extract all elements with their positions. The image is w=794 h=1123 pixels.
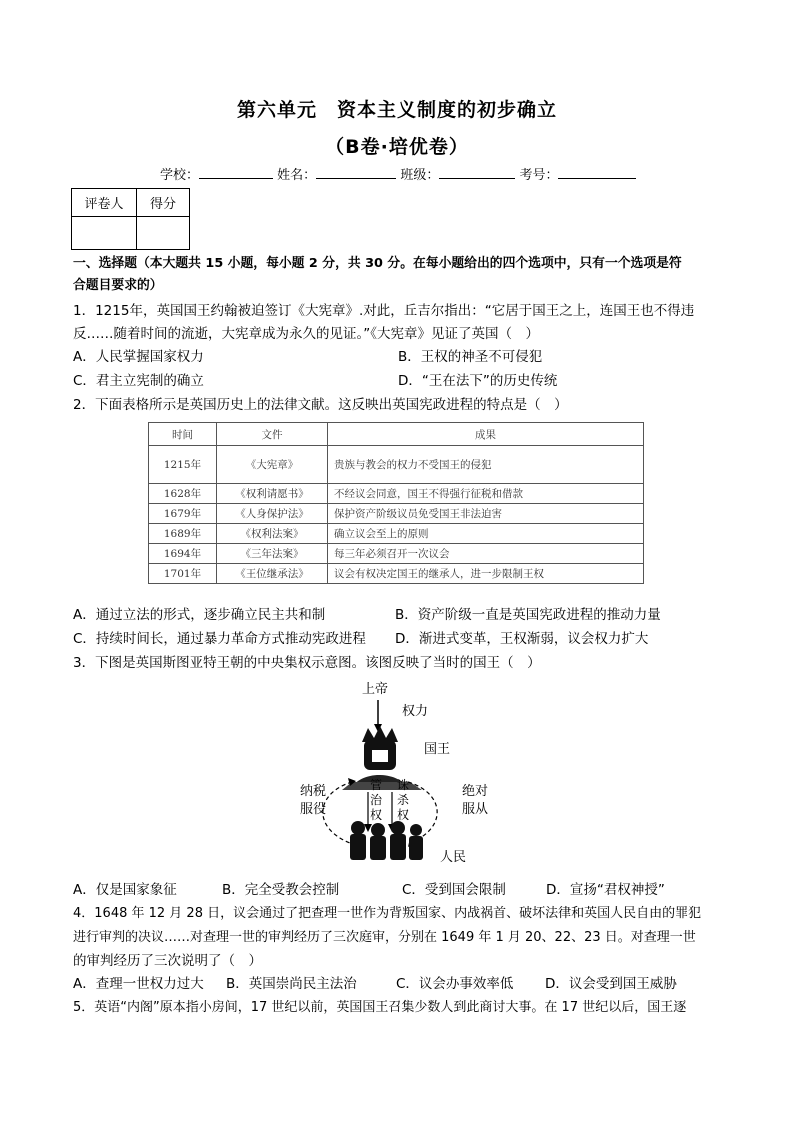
score-label: 得分 [137,189,190,217]
q2-option-c[interactable]: C．持续时间长，通过暴力革命方式推动宪政进程 [73,631,366,647]
table-row [149,564,644,584]
table-row [149,544,644,564]
section-heading: 一、选择题（本大题共 15 小题，每小题 2 分，共 30 分。在每小题给出的四个选项中，只有一个选项是符 [73,256,682,271]
q4-option-d[interactable]: D．议会受到国王威胁 [545,976,677,992]
q4-option-b[interactable]: B．英国崇尚民主法治 [226,976,357,992]
table-cell-time: 1679年 [149,504,217,524]
table-row [149,484,644,504]
q3-option-c[interactable]: C．受到国会限制 [402,882,506,898]
centralization-diagram [290,678,520,868]
question-4-stem-cont: 进行审判的决议……对查理一世的审判经历了三次庭审，分别在 1649 年 1 月 20、22、23 日。对查理一世 [73,930,696,945]
table-cell-time: 1689年 [149,524,217,544]
diagram-label-tax: 纳税 [300,784,327,799]
table-cell-time: 1694年 [149,544,217,564]
q2-option-d[interactable]: D．渐进式变革，王权渐弱，议会权力扩大 [395,631,649,647]
grader-label: 评卷人 [72,189,137,217]
table-cell-document: 《人身保护法》 [217,504,328,524]
table-header-document: 文件 [217,423,328,446]
diagram-label-power: 权力 [402,704,429,719]
law-documents-table [148,422,644,584]
q3-option-a[interactable]: A．仅是国家象征 [73,882,177,898]
table-cell-time: 1701年 [149,564,217,584]
question-5-stem: 5．英语“内阁”原本指小房间，17 世纪以前，英国国王召集少数人到此商讨大事。在 17 世纪以后，国王逐 [73,1000,687,1015]
table-cell-result: 不经议会同意，国王不得强行征税和借款 [328,484,644,504]
q2-option-a[interactable]: A．通过立法的形式，逐步确立民主共和制 [73,607,326,623]
table-cell-time: 1215年 [149,446,217,484]
grader-cell[interactable] [72,217,137,250]
question-2-stem: 2．下面表格所示是英国历史上的法律文献。这反映出英国宪政进程的特点是（ ） [73,397,568,413]
diagram-label-king: 国王 [424,742,451,757]
diagram-label-governance: 管治权 [370,778,383,822]
q4-option-a[interactable]: A．查理一世权力过大 [73,976,204,992]
diagram-label-god: 上帝 [362,682,389,697]
question-1-stem: 1．1215年，英国国王约翰被迫签订《大宪章》.对此，丘吉尔指出：“它居于国王之上，连国王也不得违 [73,303,695,319]
score-cell[interactable] [137,217,190,250]
table-cell-result: 议会有权决定国王的继承人，进一步限制王权 [328,564,644,584]
exam-number-label: 考号： [519,168,559,183]
diagram-label-obey: 服从 [462,802,489,817]
q2-option-b[interactable]: B．资产阶级一直是英国宪政进程的推动力量 [395,607,661,623]
grader-box [71,188,190,250]
diagram-label-absolute: 绝对 [462,784,489,799]
question-4-stem: 4．1648 年 12 月 28 日，议会通过了把查理一世作为背叛国家、内战祸首、破坏法律和英国人民自由的罪犯 [73,906,702,921]
name-label: 姓名： [277,168,317,183]
name-blank[interactable] [316,166,396,179]
q1-option-a[interactable]: A．人民掌握国家权力 [73,349,204,365]
q1-option-c[interactable]: C．君主立宪制的确立 [73,373,204,389]
table-cell-result: 每三年必须召开一次议会 [328,544,644,564]
school-label: 学校： [160,168,200,183]
q3-option-b[interactable]: B．完全受教会控制 [222,882,340,898]
table-cell-document: 《权利请愿书》 [217,484,328,504]
table-cell-document: 《大宪章》 [217,446,328,484]
school-blank[interactable] [199,166,273,179]
diagram-label-service: 服役 [300,802,327,817]
table-row [149,446,644,484]
table-cell-document: 《王位继承法》 [217,564,328,584]
question-3-stem: 3．下图是英国斯图亚特王朝的中央集权示意图。该图反映了当时的国王（ ） [73,655,541,671]
table-cell-time: 1628年 [149,484,217,504]
table-cell-result: 确立议会至上的原则 [328,524,644,544]
table-cell-document: 《权利法案》 [217,524,328,544]
page-title: 第六单元 资本主义制度的初步确立 [236,99,557,121]
q3-option-d[interactable]: D．宣扬“君权神授” [546,882,665,898]
table-cell-result: 保护资产阶级议员免受国王非法迫害 [328,504,644,524]
section-heading-cont: 合题目要求的） [73,278,163,293]
diagram-label-people: 人民 [440,850,467,865]
q1-option-b[interactable]: B．王权的神圣不可侵犯 [398,349,543,365]
page-subtitle: （B卷·培优卷） [325,136,469,158]
diagram-label-execution: 诛杀权 [397,778,410,822]
class-blank[interactable] [439,166,515,179]
table-header-result: 成果 [328,423,644,446]
question-1-stem-cont: 反……随着时间的流逝，大宪章成为永久的见证。”《大宪章》见证了英国（ ） [73,326,539,342]
table-cell-result: 贵族与教会的权力不受国王的侵犯 [328,446,644,484]
question-4-stem-end: 的审判经历了三次说明了（ ） [73,953,262,969]
class-label: 班级： [400,168,440,183]
student-info-line [160,164,636,183]
q4-option-c[interactable]: C．议会办事效率低 [396,976,514,992]
table-cell-document: 《三年法案》 [217,544,328,564]
q1-option-d[interactable]: D．“王在法下”的历史传统 [398,373,558,389]
exam-number-blank[interactable] [558,166,636,179]
table-row [149,524,644,544]
table-header-row [149,423,644,446]
table-header-time: 时间 [149,423,217,446]
table-row [149,504,644,524]
